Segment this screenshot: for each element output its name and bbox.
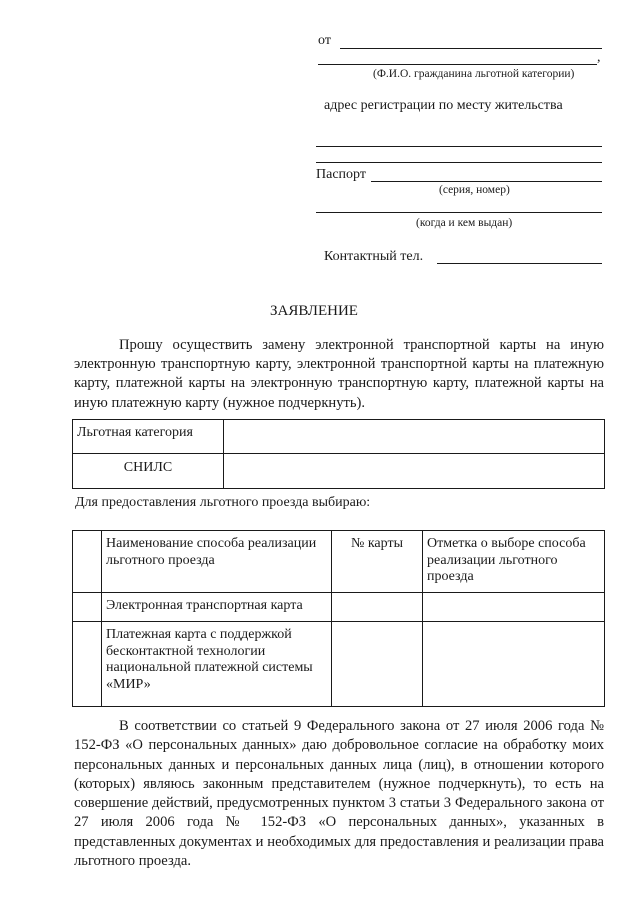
method-name-header: Наименование способа реализации льготного проезда: [102, 531, 332, 593]
number-column-header: [73, 531, 102, 593]
card-number-cell[interactable]: [332, 622, 423, 707]
table-row: [73, 593, 605, 622]
fio-comma: ,: [597, 50, 601, 65]
row-number-cell: [73, 593, 102, 622]
from-label: от: [318, 33, 331, 48]
address-line-1[interactable]: [316, 146, 602, 147]
issued-line[interactable]: [316, 212, 602, 213]
method-mir-payment-card: Платежная карта с поддержкой бесконтактной технологии национальной платежной системы «МИР»: [102, 622, 332, 707]
document-title: ЗАЯВЛЕНИЕ: [270, 303, 358, 319]
method-electronic-card: Электронная транспортная карта: [102, 593, 332, 622]
card-number-header: № карты: [332, 531, 423, 593]
snils-label: СНИЛС: [73, 454, 224, 489]
category-value-cell[interactable]: [224, 420, 605, 454]
table-row: [73, 622, 605, 707]
phone-label: Контактный тел.: [324, 249, 424, 264]
fio-line-2[interactable]: [318, 64, 597, 65]
card-number-cell[interactable]: [332, 593, 423, 622]
phone-line[interactable]: [437, 263, 602, 264]
table-row: [73, 420, 605, 454]
selection-mark-cell[interactable]: [423, 593, 605, 622]
table-row: [73, 454, 605, 489]
passport-caption: (серия, номер): [439, 184, 510, 196]
selection-mark-header: Отметка о выборе способа реализации льготного проезда: [423, 531, 605, 593]
row-number-cell: [73, 622, 102, 707]
passport-line[interactable]: [371, 181, 602, 182]
issued-caption: (когда и кем выдан): [416, 217, 513, 229]
choice-intro: Для предоставления льготного проезда выбираю:: [75, 495, 371, 510]
passport-label: Паспорт: [316, 167, 366, 182]
request-paragraph: Прошу осуществить замену электронной транспортной карты на иную электронную транспортную карту, электронной транспортной карты на платежную карту, платежной карты на электронную транспортную карту, платежной карты на иную платежную карту (нужное подчеркнуть).: [74, 337, 604, 411]
fio-caption: (Ф.И.О. гражданина льготной категории): [373, 68, 575, 80]
address-label: адрес регистрации по месту жительства: [324, 98, 563, 113]
table-header-row: [73, 531, 605, 593]
selection-mark-cell[interactable]: [423, 622, 605, 707]
travel-method-table: [72, 530, 605, 707]
applicant-info-table: [72, 419, 605, 489]
fio-line-1[interactable]: [340, 48, 602, 49]
consent-paragraph: В соответствии со статьей 9 Федерального закона от 27 июля 2006 года № 152-ФЗ «О персональных данных» даю добровольное согласие на обработку моих персональных данных и персональных данных лица (лиц), в отношении которого (которых) являюсь законным представителем (нужное подчеркнуть), то есть на совершение действий, предусмотренных пунктом 3 статьи 3 Федерального закона от 27 июля 2006 года № 152-ФЗ «О персональных данных», указанных в представленных документах и необходимых для предоставления и реализации права льготного проезда.: [74, 718, 604, 870]
snils-value-cell[interactable]: [224, 454, 605, 489]
address-line-2[interactable]: [316, 162, 602, 163]
category-label: Льготная категория: [73, 420, 224, 454]
